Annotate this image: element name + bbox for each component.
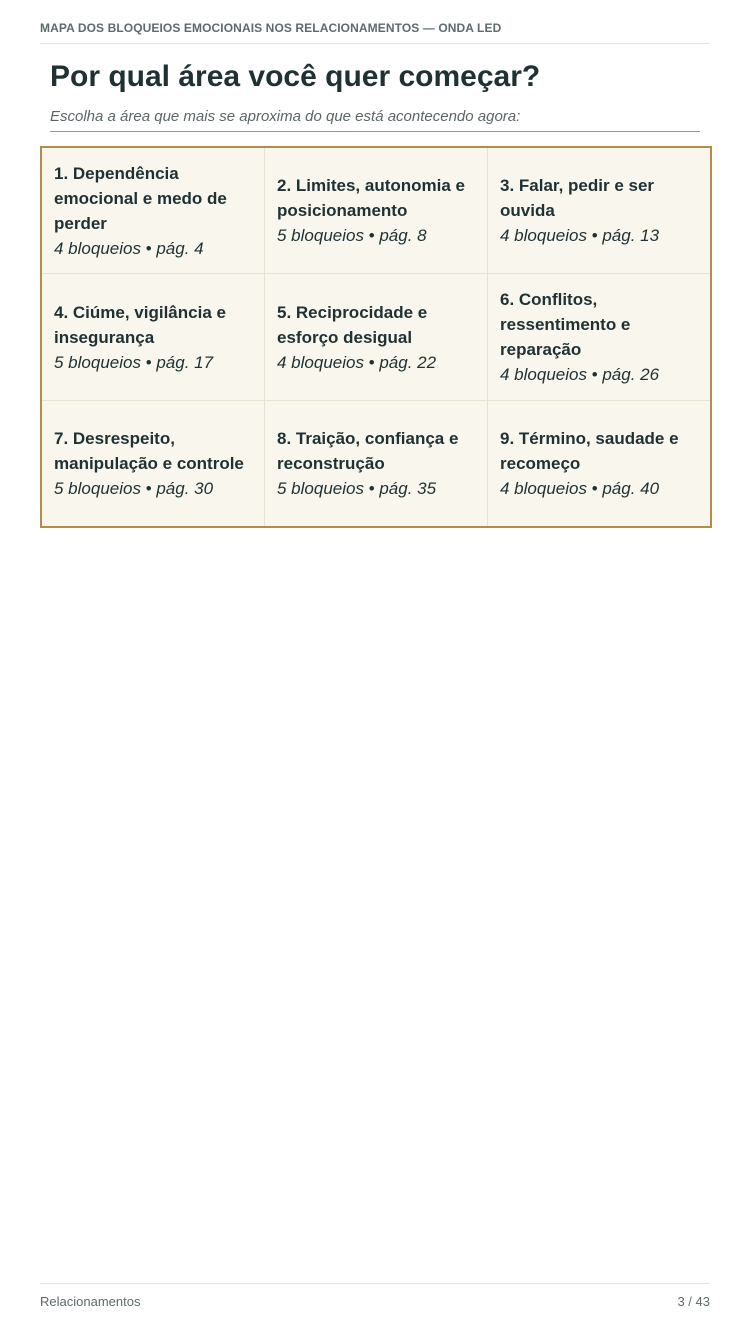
area-meta: 4 bloqueios • pág. 26 — [500, 365, 660, 384]
area-card-limites[interactable] — [265, 148, 488, 274]
area-title: 6. Conflitos, ressentimento e reparação — [500, 290, 631, 359]
area-title: 7. Desrespeito, manipulação e controle — [54, 429, 244, 473]
footer-section-label: Relacionamentos — [40, 1294, 141, 1309]
area-meta: 5 bloqueios • pág. 17 — [54, 352, 214, 372]
area-card-falar[interactable] — [488, 148, 710, 274]
area-card-termino[interactable] — [488, 401, 710, 526]
area-card-traicao[interactable] — [265, 401, 488, 526]
page-subtitle: Escolha a área que mais se aproxima do que está acontecendo agora: — [50, 108, 700, 132]
area-title: 9. Término, saudade e recomeço — [500, 429, 679, 473]
running-header: MAPA DOS BLOQUEIOS EMOCIONAIS NOS RELACIONAMENTOS — ONDA LED — [40, 21, 710, 44]
area-meta: 5 bloqueios • pág. 35 — [277, 479, 437, 498]
area-meta: 4 bloqueios • pág. 4 — [54, 238, 204, 258]
area-title: 1. Dependência emocional e medo de perder — [54, 163, 227, 233]
area-card-ciume[interactable] — [42, 274, 265, 401]
area-card-reciprocidade[interactable] — [265, 274, 488, 401]
area-meta: 4 bloqueios • pág. 40 — [500, 479, 660, 498]
area-title: 8. Traição, confiança e reconstrução — [277, 429, 459, 473]
area-meta: 5 bloqueios • pág. 8 — [277, 226, 427, 245]
page-footer — [40, 1283, 710, 1309]
area-title: 3. Falar, pedir e ser ouvida — [500, 176, 655, 220]
page-number: 3 / 43 — [677, 1294, 710, 1309]
area-card-conflitos[interactable] — [488, 274, 710, 401]
area-card-dependencia[interactable] — [42, 148, 265, 274]
area-meta: 4 bloqueios • pág. 13 — [500, 226, 660, 245]
area-grid — [40, 146, 712, 528]
area-card-desrespeito[interactable] — [42, 401, 265, 526]
area-meta: 4 bloqueios • pág. 22 — [277, 352, 437, 372]
page-title: Por qual área você quer começar? — [50, 60, 541, 93]
area-meta: 5 bloqueios • pág. 30 — [54, 479, 214, 498]
area-title: 4. Ciúme, vigilância e insegurança — [54, 302, 226, 347]
area-title: 5. Reciprocidade e esforço desigual — [277, 302, 428, 347]
area-title: 2. Limites, autonomia e posicionamento — [277, 176, 465, 220]
